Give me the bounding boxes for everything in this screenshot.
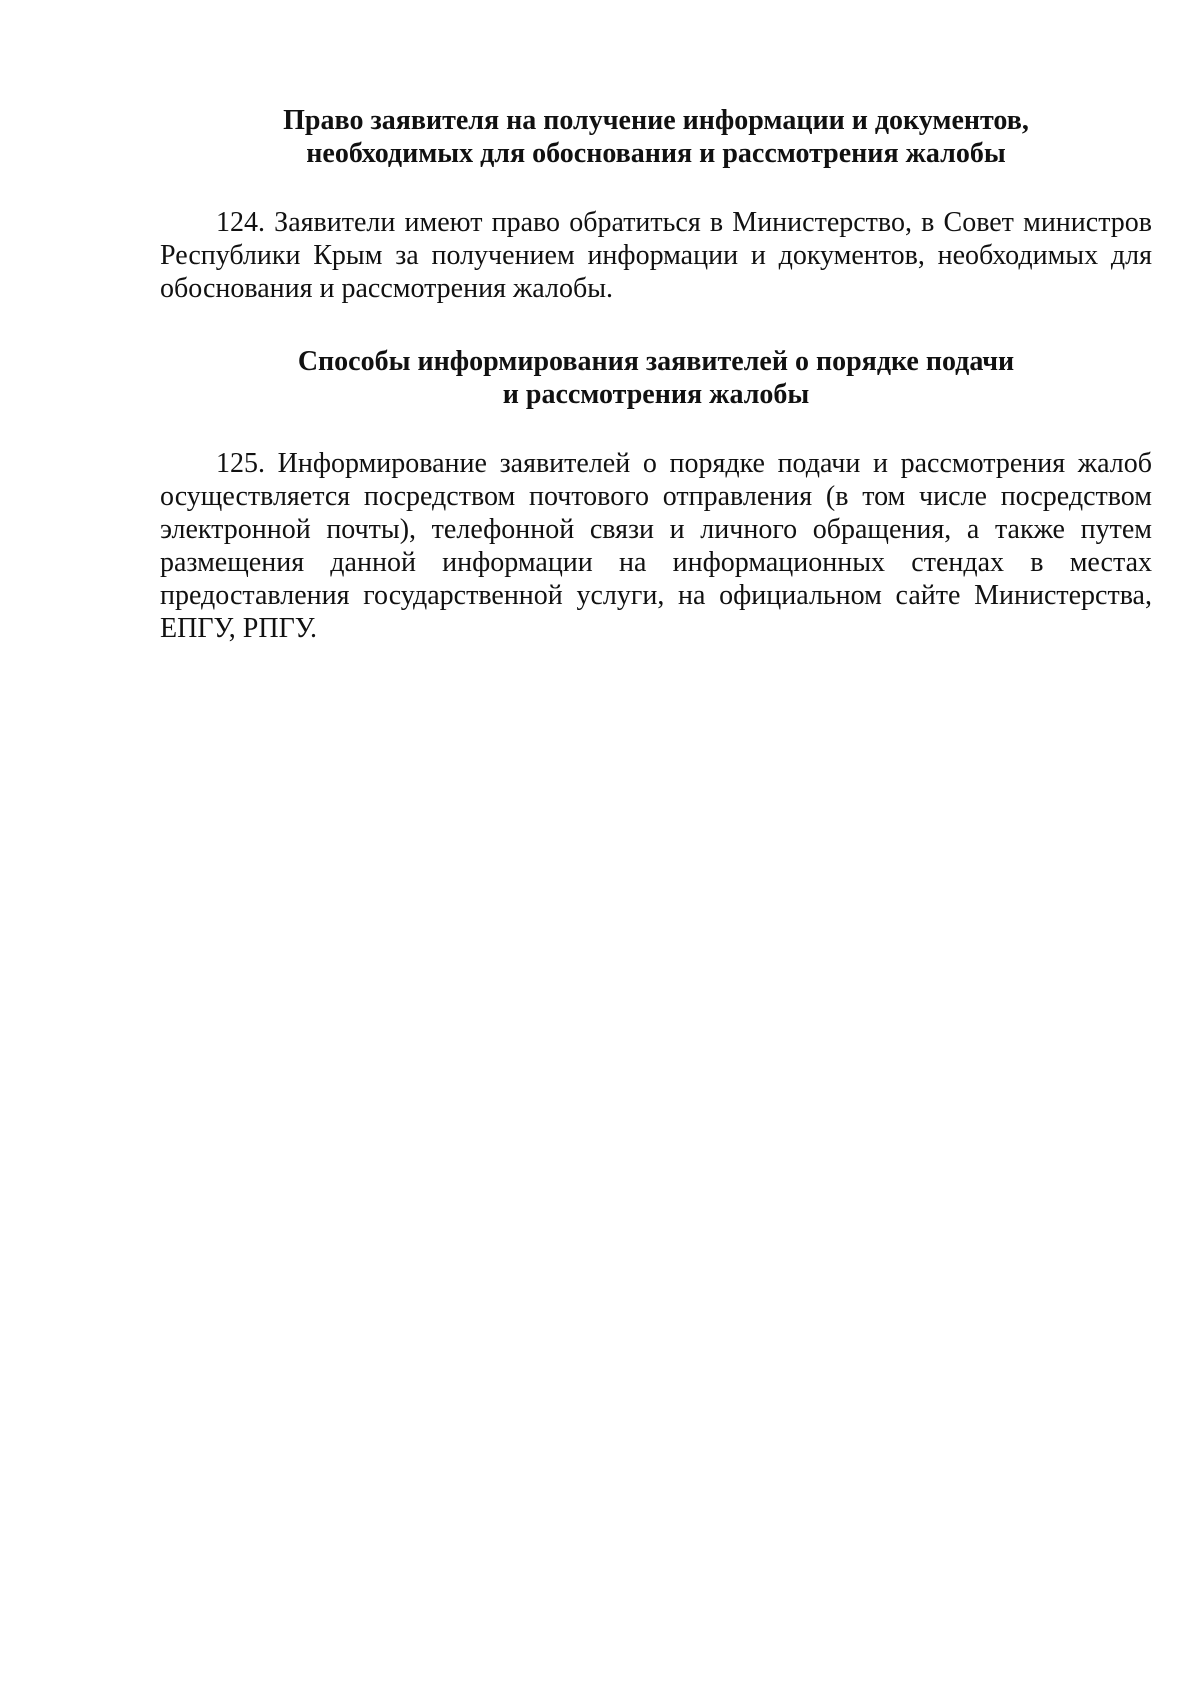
section-heading-applicant-rights: [160, 104, 1152, 170]
paragraph-125: 125. Информирование заявителей о порядке подачи и рассмотрения жалоб осуществляется посредством почтового отправления (в том числе посредством электронной почты), телефонной связи и личного обращения, а также путем размещения данной информации на информационных стендах в местах предоставления государственной услуги, на официальном сайте Министерства, ЕПГУ, РПГУ.: [160, 448, 1152, 644]
heading-line: Право заявителя на получение информации и документов,: [283, 105, 1029, 136]
heading-line: необходимых для обоснования и рассмотрения жалобы: [306, 138, 1006, 169]
document-body: [160, 104, 1152, 645]
heading-line: и рассмотрения жалобы: [502, 379, 810, 410]
section-heading-informing-methods: [160, 345, 1152, 411]
paragraph-124: 124. Заявители имеют право обратиться в Министерство, в Совет министров Республики Крым за получением информации и документов, необходимых для обоснования и рассмотрения жалобы.: [160, 207, 1152, 304]
heading-line: Способы информирования заявителей о порядке подачи: [297, 346, 1015, 377]
